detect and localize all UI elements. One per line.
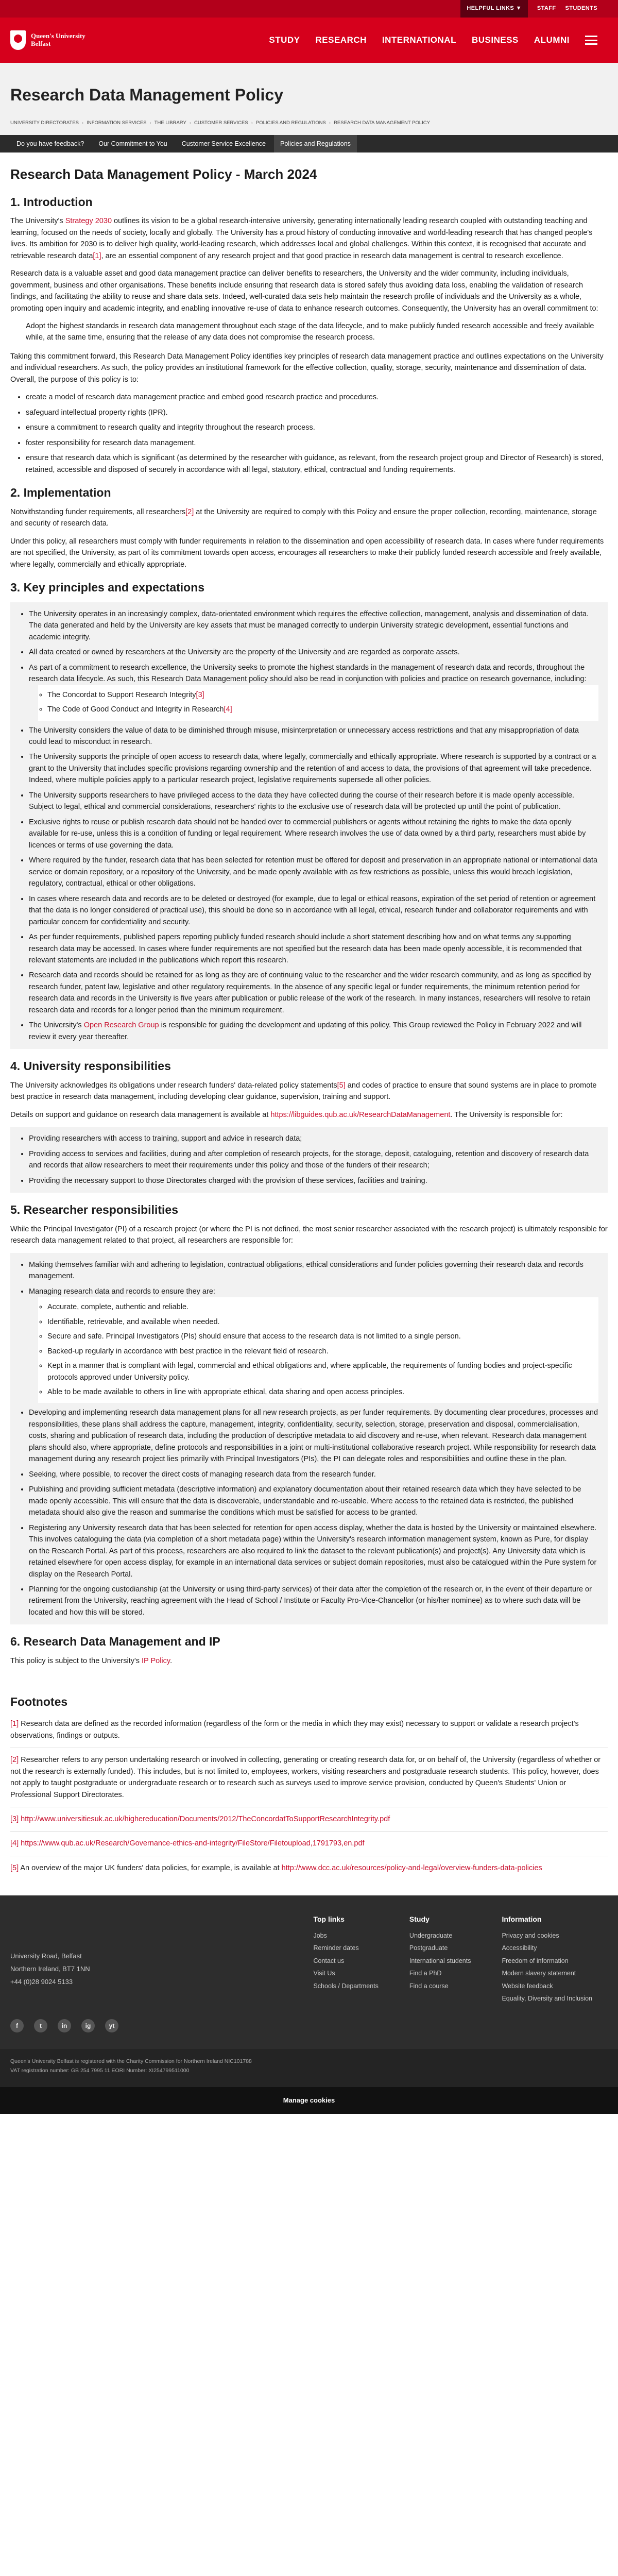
youtube-icon[interactable]: yt — [105, 2019, 118, 2032]
breadcrumb-item[interactable]: CUSTOMER SERVICES — [194, 120, 248, 126]
subnav-feedback[interactable]: Do you have feedback? — [16, 140, 84, 147]
list-item: ◦ Kept in a manner that is compliant with legal, commercial and ethical obligations and, where applicable, the requirements of funding bodies and project-specific protocols approved under University policy. — [47, 1360, 598, 1383]
list-item: • Providing researchers with access to training, support and advice in research data; — [29, 1133, 598, 1144]
nav-study[interactable]: STUDY — [269, 35, 300, 45]
footer-col-study — [409, 1914, 471, 2005]
paragraph: Notwithstanding funder requirements, all researchers[2] at the University are required to comply with this Policy and ensure the proper collection, recording, maintenance, storage and security of research data. — [10, 507, 597, 528]
list-item: ◦ Backed-up regularly in accordance with best practice in the relevant field of research. — [47, 1346, 598, 1357]
breadcrumb-item[interactable]: POLICIES AND REGULATIONS — [255, 120, 326, 126]
footnotes-heading: Footnotes — [10, 1694, 68, 1708]
title-band — [0, 63, 618, 135]
data-requirements-list — [38, 1297, 598, 1403]
footer-col-title: Study — [409, 1915, 430, 1924]
list-item: • Registering any University research data that has been selected for retention for open access display, whether the data is hosted by the University or maintained elsewhere. This involves cataloguing the data (via completion of a short metadata page) within the University's research information management system, known as Pure, for display on the Research Portal. As part of this process, researchers are also required to link the dataset to the relevant publication(s) and project(s). Any University data which is retained elsewhere for open access display, for example in an international data services or subject domain repositories, must also be catalogued within the Pure system for display on the Research Portal. — [29, 1522, 598, 1580]
linkedin-icon[interactable]: in — [58, 2019, 71, 2032]
purpose-list — [26, 392, 608, 476]
manage-cookies-button[interactable]: Manage cookies — [0, 2087, 618, 2114]
list-item: • Publishing and providing sufficient metadata (descriptive information) and explanatory documentation about their retained research data which they have selected to be made openly accessible. This will ensure that the data is discoverable, understandable and re-useable. Where access to the retained data is restricted, the published metadata should also give the reason and summarise the conditions which must be satisfied for access to be granted. — [29, 1484, 598, 1518]
subnav-customer-service[interactable]: Customer Service Excellence — [181, 140, 266, 147]
nav-international[interactable]: INTERNATIONAL — [382, 35, 456, 45]
list-item: • The University operates in an increasingly complex, data-orientated environment which requires the effective collection, management, analysis and dissemination of data. The data generated and held by the University are key assets that must be managed correctly to underpin University strategic development, essential functions and academic integrity. — [29, 608, 598, 643]
breadcrumb-current: RESEARCH DATA MANAGEMENT POLICY — [334, 120, 430, 126]
paragraph: Details on support and guidance on research data management is available at https://libguides.qub.ac.uk/ResearchDataManagement. The University is responsible for: — [10, 1110, 563, 1119]
list-item: ◦ The Code of Good Conduct and Integrity in Research[4] — [47, 704, 598, 715]
footnote: [1] Research data are defined as the recorded information (regardless of the form or the media in which they may exist) necessary to support or validate a research project's observations, findings or outputs. — [10, 1720, 579, 1740]
footnote — [10, 1838, 608, 1849]
address-line: Northern Ireland, BT7 1NN — [10, 1965, 90, 1973]
list-item: • Where required by the funder, research data that has been selected for retention must be offered for deposit and preservation in an appropriate national or international data service or domain repository, or a repository of the University, and be made openly available with as few restrictions as possible, unless this would breach legislation, regulatory, contractual, ethical or other obligations. — [29, 855, 598, 889]
section-heading: 3. Key principles and expectations — [10, 581, 205, 595]
address-block — [10, 1914, 90, 2005]
footnote-ref[interactable]: [3] — [196, 690, 204, 699]
phone-number[interactable]: +44 (0)28 9024 5133 — [10, 1977, 73, 1986]
footer-link[interactable]: Accessibility — [502, 1944, 537, 1952]
list-item: • The University supports the principle of open access to research data, where legally, commercially and ethically appropriate. Where research is supported by a contract or a grant to the University that includes specific provisions regarding ownership and the retention of and access to data, the provisions of that agreement will take precedence. Indeed, where multiple policies apply to a particular research project, legislative requirements supersede all other policies. — [29, 751, 598, 786]
address-line: University Road, Belfast — [10, 1952, 82, 1960]
nav-alumni[interactable]: ALUMNI — [534, 35, 570, 45]
list-item: • As per funder requirements, published papers reporting publicly funded research should include a short statement describing how and on what terms any supporting research data may be accessed. In cases where funder requirements are not specified but the research data has been made openly accessible, it is recommended that relevant statements are included in the publications which report this research. — [29, 931, 598, 966]
section-heading: 2. Implementation — [10, 486, 111, 500]
instagram-icon[interactable]: ig — [81, 2019, 95, 2032]
twitter-icon[interactable]: t — [34, 2019, 47, 2032]
footnote: [2] Researcher refers to any person undertaking research or involved in collecting, generating or creating research data for, or on behalf of, the University (regardless of whether or not the research is externally funded). This includes, but is not limited to, employees, workers, visiting researchers and postgraduate research students. This policy, however, does not apply to taught postgraduate or undergraduate research or to research such as surveys used to improve service provision, conducted by Queen's Students' Union or Professional Support Directorates. — [10, 1756, 601, 1799]
footnote: [5] An overview of the major UK funders' data policies, for example, is available at http://www.dcc.ac.uk/resources/policy-and-legal/overview-funders-data-policies — [10, 1863, 542, 1872]
list-item: • create a model of research data management practice and embed good research practice and procedures. — [26, 392, 608, 403]
list-item: • Seeking, where possible, to recover the direct costs of managing research data from the research funder. — [29, 1469, 598, 1480]
list-item: • Developing and implementing research data management plans for all new research projects, as per funder requirements. By documenting clear procedures, processes and responsibilities, these plans shall address the capture, management, integrity, confidentiality, security, selection, storage, preservation and disposal, commercialisation, costs, sharing and publication of research data, including the production of descriptive metadata to aid discovery and re-use, when relevant. Research data management plans should also, where appropriate, define protocols and responsibilities in a joint or multi-institutional collaborative research project. While responsibility for research data management during any research project lies primarily with Principal Investigators (PIs), the PI can delegate roles and responsibilities and outline these in the plan. — [29, 1407, 598, 1465]
vat-notice: VAT registration number: GB 254 7995 11 EORI Number: XI254799511000 — [10, 2067, 190, 2074]
list-item: • Exclusive rights to reuse or publish research data should not be handed over to commercial publishers or agents without retaining the rights to make the data openly available for re-use, unless this is a condition of funding or legal requirement. Where research involves the use of data owned by a third party, researchers must abide by licences or terms of use governing the data. — [29, 817, 598, 851]
crest-icon — [10, 30, 26, 50]
footnote-number[interactable]: [4] — [10, 1839, 19, 1848]
footer-link[interactable]: Privacy and cookies — [502, 1932, 559, 1940]
list-item: • Providing access to services and facilities, during and after completion of research projects, for the storage, deposit, cataloguing, retention and discovery of research data and records that allow researchers to meet their requirements under this policy and those of the funders of their research; — [29, 1148, 598, 1172]
footnote — [10, 1814, 608, 1825]
breadcrumb-item[interactable]: THE LIBRARY — [154, 120, 186, 126]
paragraph: This policy is subject to the University's IP Policy. — [10, 1657, 173, 1666]
university-logo[interactable] — [10, 30, 85, 50]
footer-link[interactable]: Reminder dates — [313, 1944, 359, 1952]
list-item: ◦ Identifiable, retrievable, and available when needed. — [47, 1316, 598, 1328]
list-item: • ensure a commitment to research quality and integrity throughout the research process. — [26, 422, 608, 433]
commitment-quote: Adopt the highest standards in research data management throughout each stage of the data lifecycle, and to make publicly funded research accessible and freely available while, at the same time, ensuring that the release of any data does not compromise the research process. — [26, 322, 594, 342]
list-item: • Research data and records should be retained for as long as they are of continuing value to the researcher and the wider research community, and as long as specified by research funder, patent law, legislative and other regulatory requirements. In the absence of any specific legal or funder requirements, the minimum retention period for research data and records in the University is five years after publication or public release of the work of the research. In many instances, researchers will resolve to retain research data and records for a longer period than the minimum requirement. — [29, 970, 598, 1016]
list-item: • As part of a commitment to research excellence, the University seeks to promote the highest standards in the management of research data and records, throughout the research data lifecycle. As such, this Research Data Management policy should also be read in conjunction with policies and practice on research governance, including: ◦ The Concordat to Support Research Integrity[3] ◦ The Code of Good Conduct and Integrity in Research[4] — [29, 662, 598, 721]
list-item: • The University's Open Research Group is responsible for guiding the development and updating of this policy. This Group reviewed the Policy in February 2022 and will review it every year thereafter. — [29, 1020, 598, 1043]
nav-business[interactable]: BUSINESS — [471, 35, 519, 45]
charity-notice: Queen's University Belfast is registered with the Charity Commission for Northern Ireland NIC101788 — [10, 2058, 252, 2065]
footer-link[interactable]: Equality, Diversity and Inclusion — [502, 1994, 592, 2002]
footnote-number[interactable]: [3] — [10, 1815, 19, 1823]
logo-line-2: Belfast — [31, 40, 51, 47]
facebook-icon[interactable]: f — [10, 2019, 24, 2032]
paragraph: The University's Strategy 2030 outlines its vision to be a global research-intensive university, generating internationally leading research coupled with outstanding teaching and learning, focused on the needs of society, locally and globally. The University has a proud history of conducting innovative and world-leading research that has changed people's lives. Its ambition for 2030 is to deliver high quality, world-leading research, which addresses local and global challenges. Within this context, it is recognised that accurate and retrievable research data[1], are an essential component of any research project and that good practice in research data management is central to research excellence. — [10, 217, 593, 260]
footer-link[interactable]: Schools / Departments — [313, 1982, 379, 1990]
footer-col-title: Top links — [313, 1915, 345, 1924]
footnote-number[interactable]: [1] — [10, 1720, 19, 1728]
list-item: ◦ The Concordat to Support Research Integrity[3] — [47, 689, 598, 701]
paragraph: Under this policy, all researchers must comply with funder requirements in relation to the dissemination and open accessibility of research data. In cases where funder requirements are not specified, the University, as part of its commitment towards open access, encourages all researchers to make their publicly funded research accessible and freely available, where legally, commercially and ethically appropriate. — [10, 537, 604, 569]
page-title: Research Data Management Policy — [10, 86, 283, 104]
section-heading: 6. Research Data Management and IP — [10, 1635, 220, 1649]
site-header — [0, 18, 618, 63]
helpful-links-dropdown[interactable]: HELPFUL LINKS ▼ — [460, 0, 528, 18]
dcc-policies-link[interactable]: http://www.dcc.ac.uk/resources/policy-and-legal/overview-funders-data-policies — [281, 1863, 542, 1872]
code-of-conduct-link[interactable]: https://www.qub.ac.uk/Research/Governance-ethics-and-integrity/FileStore/Filetoupload,1791793,en.pdf — [21, 1839, 365, 1848]
paragraph: Taking this commitment forward, this Research Data Management Policy identifies key principles of research data management practice and outlines expectations on the University and individual researchers. As such, the policy provides an institutional framework for the effective collection, quality, storage, security, maintenance and dissemination of data. Overall, the purpose of this policy is to: — [10, 352, 604, 384]
subnav-commitment[interactable]: Our Commitment to You — [98, 140, 167, 147]
footer-link[interactable]: International students — [409, 1957, 471, 1964]
legal-notice — [0, 2049, 618, 2087]
list-item: • Managing research data and records to ensure they are: ◦ Accurate, complete, authentic and reliable. ◦ Identifiable, retrievable, and available when needed. ◦ Secure and safe. Principal Investigators (PIs) should ensure that access to the research data is not limited to a single person. ◦ Backed-up regularly in accordance with best practice in the relevant field of research. ◦ Kept in a manner that is compliant with legal, commercial and ethical obligations and, where applicable, the requirements of funding bodies and project-specific protocols approved under University policy. ◦ Able to be made available to others in line with appropriate ethical, data sharing and open access principles. — [29, 1286, 598, 1403]
footnote-number[interactable]: [5] — [10, 1863, 19, 1872]
footer-link[interactable]: Contact us — [313, 1957, 345, 1964]
breadcrumb: UNIVERSITY DIRECTORATES › INFORMATION SERVICES › THE LIBRARY › CUSTOMER SERVICES › POLICIES AND REGULATIONS › RESEARCH DATA MANAGEMENT POLICY — [10, 120, 608, 127]
section-subnav — [0, 135, 618, 152]
social-links — [0, 2019, 618, 2049]
section-heading: 1. Introduction — [10, 195, 93, 209]
nav-research[interactable]: RESEARCH — [315, 35, 367, 45]
footnote-ref[interactable]: [2] — [185, 507, 194, 516]
paragraph: Research data is a valuable asset and good data management practice can deliver benefits to researchers, the University and the wider community, including individuals, government, business and other organisations. These benefits include ensuring that research data is stored safely thus avoiding data loss, enabling the validation of research findings, and facilitating the ability to reuse and share data sets. Indeed, well-curated data sets help maintain the research profile of individuals and the University as a whole, promoting open inquiry and academic integrity, and enabling innovative re-use of data to enhance research outcomes. Consequently, the University has an overall commitment to: — [10, 269, 598, 313]
list-item: • The University supports researchers to have privileged access to the data they have collected during the course of their research before it is made openly accessible. Subject to legal, ethical and commercial considerations, researchers' rights to the exclusive use of research data will be protected up until the point of publication. — [29, 790, 598, 813]
footnote-ref[interactable]: [4] — [224, 705, 232, 714]
main-content — [0, 152, 618, 1895]
footer-col-top-links — [313, 1914, 378, 2005]
footnote-ref[interactable]: [5] — [337, 1081, 346, 1090]
list-item: • Planning for the ongoing custodianship (at the University or using third-party services) of their data after the completion of the research or, in the event of their departure or retirement from the University, reaching agreement with the Head of School / Institute or Faculty Pro-Vice-Chancellor (or his/her nominee) as to where such data will be located and how this will be stored. — [29, 1584, 598, 1618]
menu-icon[interactable] — [585, 36, 597, 45]
list-item: • The University considers the value of data to be diminished through misuse, misinterpretation or unnecessary access restrictions and that any misappropriation of data could lead to misconduct in research. — [29, 725, 598, 748]
list-item: • Providing the necessary support to those Directorates charged with the provision of these services, facilities and training. — [29, 1175, 598, 1187]
footer-link[interactable]: Find a course — [409, 1982, 449, 1990]
site-footer — [0, 1895, 618, 2019]
footnote-ref[interactable]: [1] — [93, 251, 101, 260]
list-item: • ensure that research data which is significant (as determined by the researcher with guidance, as relevant, from the research project group and Director of Research) is stored, retained, accessible and disposed of securely in accordance with all legal, statutory, ethical, contractual and funding requirements. — [26, 452, 608, 476]
utility-bar — [0, 0, 618, 18]
footer-link[interactable]: Postgraduate — [409, 1944, 448, 1952]
governance-list — [38, 685, 598, 721]
list-item: • foster responsibility for research data management. — [26, 437, 608, 449]
libguides-link[interactable]: https://libguides.qub.ac.uk/ResearchDataManagement — [270, 1110, 451, 1119]
document-title: Research Data Management Policy - March 2024 — [10, 166, 317, 182]
footnote-number[interactable]: [2] — [10, 1756, 19, 1765]
concordat-link[interactable]: http://www.universitiesuk.ac.uk/highereducation/Documents/2012/TheConcordatToSupportResearchIntegrity.pdf — [21, 1815, 390, 1823]
list-item: • In cases where research data and records are to be deleted or destroyed (for example, due to legal or ethical reasons, expiration of the set period of retention or agreement that the data is no longer considered of practical use), this should be done so in accordance with all legal, ethical, research funder and collaborator requirements and with particular concern for confidentiality and security. — [29, 893, 598, 928]
main-nav — [269, 33, 597, 47]
section-heading: 4. University responsibilities — [10, 1059, 171, 1073]
university-responsibilities-panel — [10, 1127, 608, 1193]
list-item: • Making themselves familiar with and adhering to legislation, contractual obligations, ethical considerations and funder policies governing their research data and records management. — [29, 1259, 598, 1282]
footer-col-information — [502, 1914, 592, 2005]
breadcrumb-item[interactable]: INFORMATION SERVICES — [87, 120, 147, 126]
footer-link[interactable]: Modern slavery statement — [502, 1970, 576, 1977]
strategy-2030-link[interactable]: Strategy 2030 — [65, 217, 112, 226]
researcher-responsibilities-panel — [10, 1253, 608, 1625]
footer-link[interactable]: Freedom of information — [502, 1957, 569, 1964]
logo-line-1: Queen's University — [31, 32, 85, 40]
footer-link[interactable]: Undergraduate — [409, 1932, 453, 1940]
footer-link[interactable]: Find a PhD — [409, 1970, 442, 1977]
footer-link[interactable]: Jobs — [313, 1932, 327, 1940]
ip-policy-link[interactable]: IP Policy — [142, 1657, 170, 1666]
list-item: • safeguard intellectual property rights (IPR). — [26, 407, 608, 418]
paragraph: The University acknowledges its obligations under research funders' data-related policy statements[5] and codes of practice to ensure that sound systems are in place to promote best practice in research data management, including developing clear guidance, supervision, training and support. — [10, 1081, 597, 1101]
paragraph: While the Principal Investigator (PI) of a research project (or where the PI is not defined, the most senior researcher associated with the research project) is ultimately responsible for research data management related to that project, all researchers are responsible for: — [10, 1225, 608, 1245]
list-item: ◦ Able to be made available to others in line with appropriate ethical, data sharing and open access principles. — [47, 1386, 598, 1398]
list-item: ◦ Secure and safe. Principal Investigators (PIs) should ensure that access to the research data is not limited to a single person. — [47, 1331, 598, 1342]
footer-link[interactable]: Website feedback — [502, 1982, 553, 1990]
open-research-group-link[interactable]: Open Research Group — [83, 1021, 159, 1030]
breadcrumb-item[interactable]: UNIVERSITY DIRECTORATES — [10, 120, 79, 126]
students-link[interactable]: STUDENTS — [565, 5, 597, 12]
principles-panel — [10, 602, 608, 1049]
footer-col-title: Information — [502, 1915, 542, 1924]
staff-link[interactable]: STAFF — [537, 5, 556, 12]
list-item: • All data created or owned by researchers at the University are the property of the University and are regarded as corporate assets. — [29, 647, 598, 658]
subnav-policies[interactable]: Policies and Regulations — [274, 135, 357, 152]
list-item: ◦ Accurate, complete, authentic and reliable. — [47, 1301, 598, 1313]
footer-link[interactable]: Visit Us — [313, 1970, 335, 1977]
section-heading: 5. Researcher responsibilities — [10, 1203, 178, 1217]
